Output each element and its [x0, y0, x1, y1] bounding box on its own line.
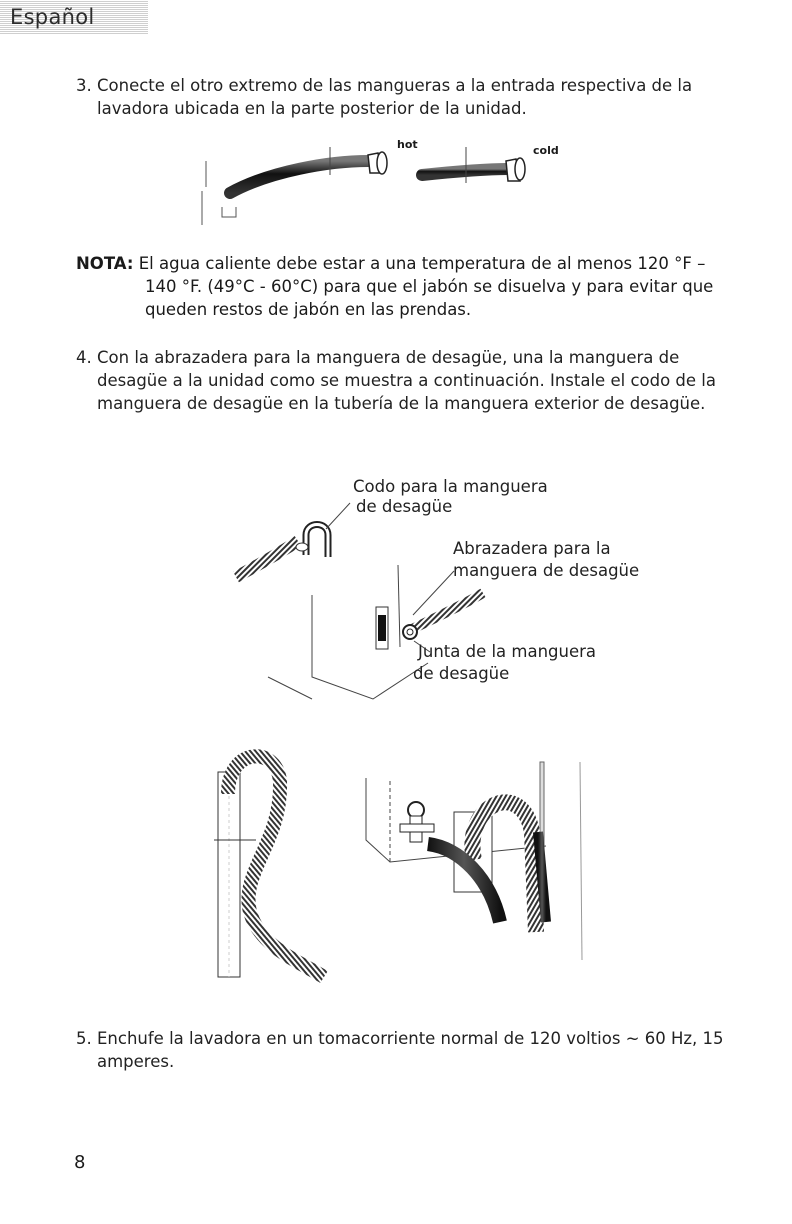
step-text: Enchufe la lavadora en un tomacorriente normal de 120 voltios ~ 60 Hz, 15 amperes. — [97, 1029, 724, 1071]
step-number: 4. — [76, 348, 92, 367]
note-line-1: El agua caliente debe estar a una temperatura de al menos 120 °F – — [138, 254, 706, 273]
note-block — [76, 252, 716, 321]
joint-label-line-2: de desagüe — [413, 664, 510, 683]
hot-hose — [230, 147, 387, 193]
faucet — [400, 802, 434, 842]
step-number: 5. — [76, 1029, 92, 1048]
hot-label: hot — [397, 138, 418, 151]
drain-hose-elbow — [296, 525, 328, 558]
step-number: 3. — [76, 76, 92, 95]
elbow-label-line-1: Codo para la manguera — [353, 477, 548, 496]
language-tab — [0, 0, 148, 34]
clamp-label-line-2: manguera de desagüe — [453, 561, 640, 580]
page-number: 8 — [74, 1152, 86, 1173]
inlet-hoses-illustration — [190, 135, 570, 230]
note-label: NOTA: — [76, 254, 134, 273]
cold-hose — [422, 147, 525, 183]
note-rest: 140 °F. (49°C - 60°C) para que el jabón se disuelva y para evitar que queden restos de jabón en las prendas. — [145, 277, 714, 319]
elbow-label-line-2: de desagüe — [356, 497, 453, 516]
cold-label: cold — [533, 144, 559, 157]
clamp-label-line-1: Abrazadera para la — [453, 539, 611, 558]
language-label: Español — [10, 5, 95, 29]
step-text: Con la abrazadera para la manguera de desagüe, una la manguera de desagüe a la unidad como se muestra a continuación. Instale el codo de la manguera de desagüe en la tubería de la manguera exterior de desagüe. — [97, 348, 716, 413]
standpipe-drain-illustration — [210, 742, 340, 987]
drain-hose-clamp — [403, 625, 417, 639]
joint-label-line-1: Junta de la manguera — [418, 642, 597, 661]
step-text: Conecte el otro extremo de las mangueras a la entrada respectiva de la lavadora ubicada en la parte posterior de la unidad. — [97, 76, 693, 118]
laundry-tub-drain-illustration — [350, 752, 590, 964]
